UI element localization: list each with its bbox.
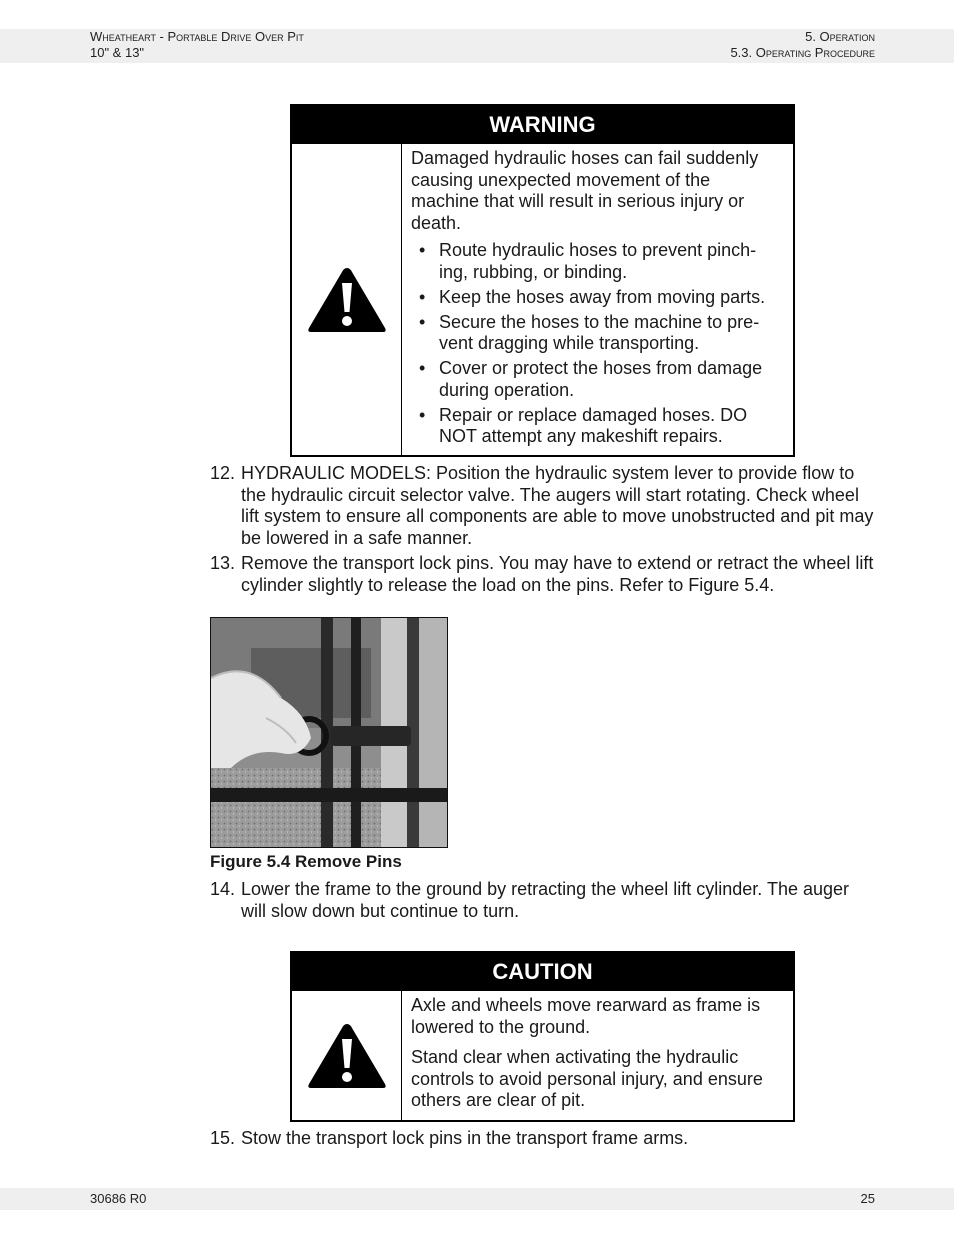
warning-bullet-list [411,240,783,448]
header-section: 5. Operation [805,29,875,44]
step-number: 14. [210,879,236,899]
step-text: HYDRAULIC MODELS: Position the hydraulic system lever to provide flow to the hydraulic circuit selector valve. The augers will start rotating. Check wheel lift system to ensure all components are able to move unobstructed and pit may be lowered in a safe manner. [241,463,874,548]
caution-paragraph: Axle and wheels move rearward as frame is lowered to the ground. [411,995,761,1037]
caution-title: CAUTION [292,953,793,991]
step-number: 13. [210,553,236,573]
warning-icon-cell [292,144,402,455]
warning-triangle-icon [306,265,388,335]
step-number: 15. [210,1128,236,1148]
step-number: 12. [210,463,236,483]
doc-number: 30686 R0 [90,1191,147,1206]
step-text: Stow the transport lock pins in the transport frame arms. [241,1128,689,1148]
warning-bullet: • Cover or protect the hoses from damage during operation. [411,358,783,401]
caution-box [290,951,795,1122]
header-right [730,29,875,61]
caution-icon-cell [292,991,402,1120]
page-header [0,29,954,63]
step-12 [210,463,875,549]
caution-paragraph: Stand clear when activating the hydraulic controls to avoid personal injury, and ensure others are clear of pit. [411,1047,763,1110]
step-15 [210,1128,875,1150]
caution-text [402,991,793,1120]
warning-bullet: • Repair or replace damaged hoses. DO NOT attempt any makeshift repairs. [411,405,783,448]
step-text: Lower the frame to the ground by retracting the wheel lift cylinder. The auger will slow down but continue to turn. [241,879,850,921]
header-subsection: 5.3. Operating Procedure [730,45,875,60]
step-text: Remove the transport lock pins. You may have to extend or retract the wheel lift cylinder slightly to release the load on the pins. Refer to Figure 5.4. [241,553,874,595]
warning-title: WARNING [292,106,793,144]
header-product-title: Wheatheart - Portable Drive Over Pit [90,29,304,44]
warning-intro: Damaged hydraulic hoses can fail suddenly causing unexpected movement of the machine that will result in serious injury or death. [411,148,759,233]
step-13 [210,553,875,596]
header-left [90,29,304,61]
step-14 [210,879,875,922]
warning-bullet: • Route hydraulic hoses to prevent pinch-ing, rubbing, or binding. [411,240,783,283]
page-footer [0,1188,954,1210]
warning-bullet: • Secure the hoses to the machine to pre-vent dragging while transporting. [411,312,783,355]
warning-bullet: • Keep the hoses away from moving parts. [411,287,783,309]
warning-triangle-icon [306,1021,388,1091]
warning-box [290,104,795,457]
remove-pins-photo [211,618,447,847]
figure-remove-pins [210,617,448,848]
header-model-sizes: 10" & 13" [90,45,145,60]
warning-text [402,144,793,455]
page-number: 25 [860,1191,875,1206]
figure-caption: Figure 5.4 Remove Pins [210,852,402,871]
